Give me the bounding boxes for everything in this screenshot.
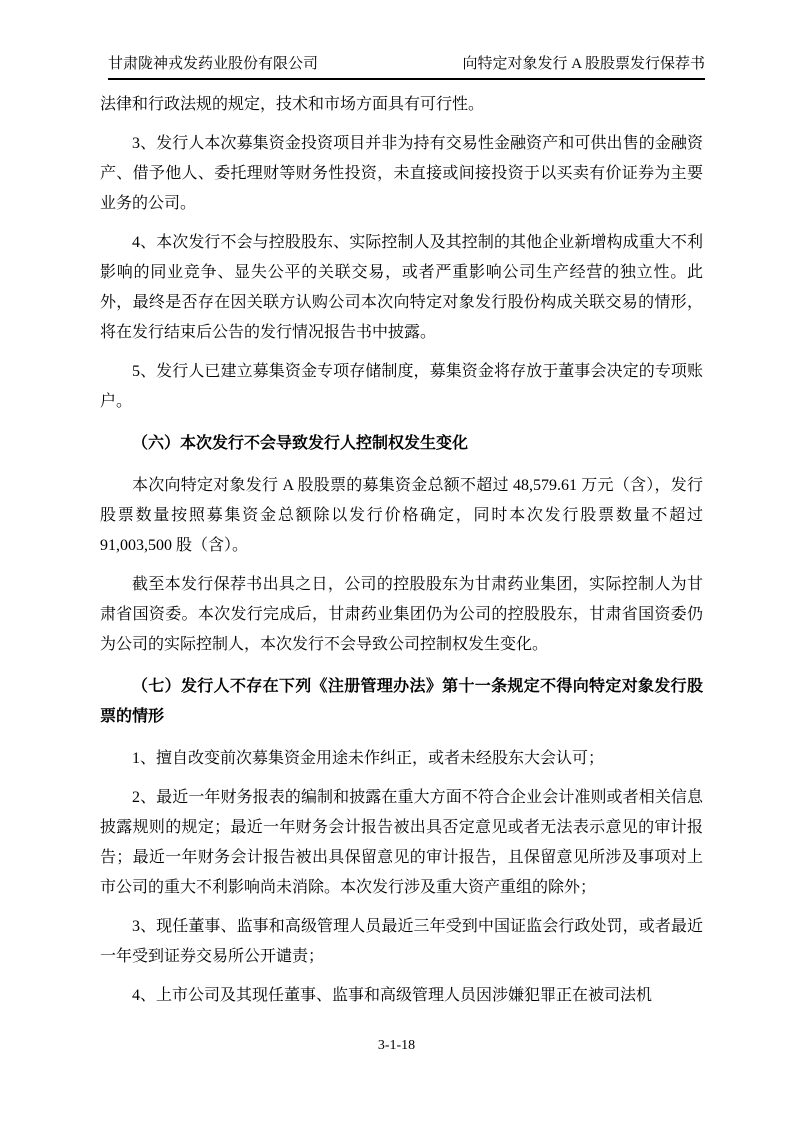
document-body	[100, 90, 703, 1020]
paragraph: 本次向特定对象发行 A 股股票的募集资金总额不超过 48,579.61 万元（含），发行股票数量按照募集资金总额除以发行价格确定，同时本次发行股票数量不超过 91,003,500 股（含）。	[100, 477, 703, 554]
page-header	[108, 54, 705, 74]
paragraph: 法律和行政法规的规定，技术和市场方面具有可行性。	[100, 96, 485, 113]
paragraph: 5、发行人已建立募集资金专项存储制度，募集资金将存放于董事会决定的专项账户。	[100, 363, 703, 410]
paragraph: 3、发行人本次募集资金投资项目并非为持有交易性金融资产和可供出售的金融资产、借予他人、委托理财等财务性投资，未直接或间接投资于以买卖有价证券为主要业务的公司。	[100, 135, 703, 212]
paragraph: 4、上市公司及其现任董事、监事和高级管理人员因涉嫌犯罪正在被司法机	[132, 987, 653, 1004]
paragraph: 1、擅自改变前次募集资金用途未作纠正，或者未经股东大会认可；	[132, 750, 605, 767]
header-divider	[108, 78, 705, 80]
paragraph: 3、现任董事、监事和高级管理人员最近三年受到中国证监会行政处罚，或者最近一年受到证券交易所公开谴责；	[100, 918, 703, 965]
paragraph: 截至本发行保荐书出具之日，公司的控股股东为甘肃药业集团，实际控制人为甘肃省国资委。本次发行完成后，甘肃药业集团仍为公司的控股股东，甘肃省国资委仍为公司的实际控制人，本次发行不会导致公司控制权发生变化。	[100, 576, 703, 653]
paragraph: 2、最近一年财务报表的编制和披露在重大方面不符合企业会计准则或者相关信息披露规则的规定；最近一年财务会计报告被出具否定意见或者无法表示意见的审计报告；最近一年财务会计报告被出具保留意见的审计报告，且保留意见所涉及事项对上市公司的重大不利影响尚未消除。本次发行涉及重大资产重组的除外；	[100, 789, 703, 896]
section-heading: （七）发行人不存在下列《注册管理办法》第十一条规定不得向特定对象发行股票的情形	[100, 678, 703, 725]
header-document-title: 向特定对象发行 A 股股票发行保荐书	[462, 56, 705, 72]
header-company-name: 甘肃陇神戎发药业股份有限公司	[108, 56, 319, 72]
page-number: 3-1-18	[377, 1038, 416, 1053]
page-footer	[0, 1036, 793, 1056]
section-heading: （六）本次发行不会导致发行人控制权发生变化	[132, 435, 469, 452]
paragraph: 4、本次发行不会与控股股东、实际控制人及其控制的其他企业新增构成重大不利影响的同业竞争、显失公平的关联交易，或者严重影响公司生产经营的独立性。此外，最终是否存在因关联方认购公司本次向特定对象发行股份构成关联交易的情形，将在发行结束后公告的发行情况报告书中披露。	[100, 234, 703, 341]
